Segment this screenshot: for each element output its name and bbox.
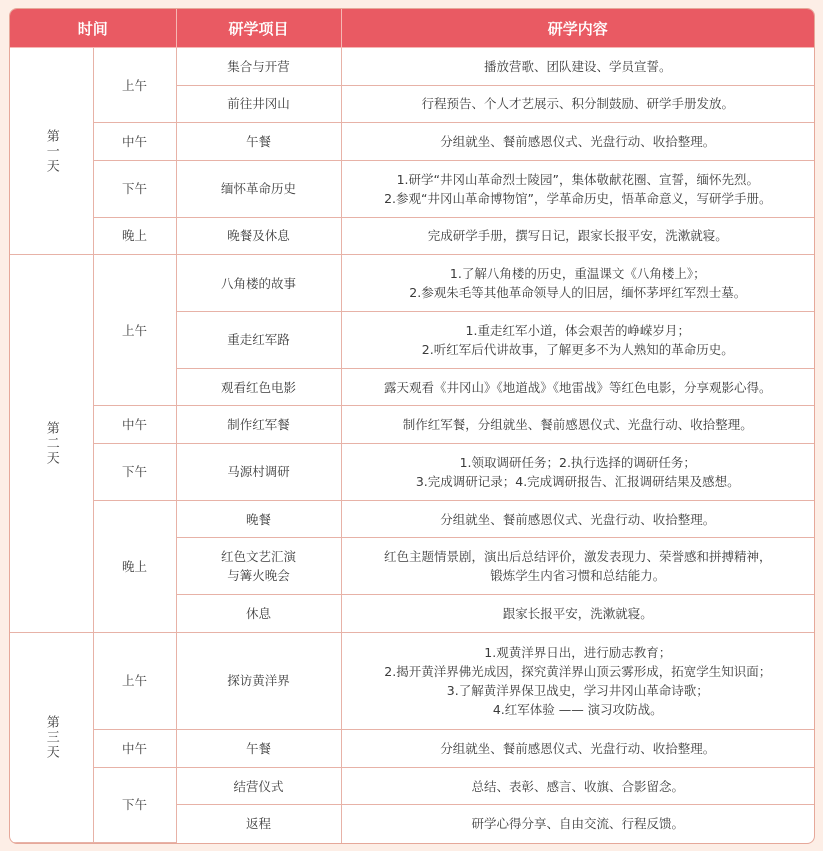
project-cell <box>176 500 341 538</box>
content-line: 锻炼学生内省习惯和总结能力。 <box>490 568 666 584</box>
project-cell <box>176 767 341 805</box>
table-row <box>10 632 814 729</box>
project-line: 晚餐 <box>246 511 272 527</box>
content-cell <box>341 595 814 633</box>
schedule-card <box>9 8 815 844</box>
content-cell <box>341 406 814 444</box>
period-cell: 下午 <box>93 767 176 842</box>
project-line: 返程 <box>246 816 272 832</box>
content-cell <box>341 123 814 161</box>
table-body <box>10 48 814 843</box>
content-cell <box>341 538 814 595</box>
period-cell: 上午 <box>93 255 176 406</box>
content-line: 4.红军体验 —— 演习攻防战。 <box>492 701 663 717</box>
content-line: 2.参观“井冈山革命博物馆”，学革命历史，悟革命意义，写研学手册。 <box>384 190 772 206</box>
content-line: 分组就坐、餐前感恩仪式、光盘行动、收拾整理。 <box>440 740 716 756</box>
table-header-row <box>10 9 814 48</box>
period-cell: 中午 <box>93 123 176 161</box>
table-row <box>10 255 814 312</box>
project-cell <box>176 85 341 123</box>
content-line: 3.完成调研记录；4.完成调研报告、汇报调研结果及感想。 <box>415 473 740 489</box>
project-line: 集合与开营 <box>227 58 290 74</box>
project-line: 结营仪式 <box>233 778 284 794</box>
header-content: 研学内容 <box>341 9 814 48</box>
project-line: 重走红军路 <box>227 332 290 348</box>
content-line: 1.观黄洋界日出，进行励志教育； <box>484 644 672 660</box>
content-cell <box>341 311 814 368</box>
content-cell <box>341 48 814 86</box>
content-line: 1.了解八角楼的历史，重温课文《八角楼上》； <box>449 266 706 282</box>
period-cell: 上午 <box>93 632 176 729</box>
period-cell: 晚上 <box>93 500 176 632</box>
project-line: 制作红军餐 <box>227 417 290 433</box>
content-cell <box>341 160 814 217</box>
content-line: 制作红军餐，分组就坐、餐前感恩仪式、光盘行动、收拾整理。 <box>402 417 753 433</box>
project-line: 午餐 <box>246 740 272 756</box>
project-cell <box>176 368 341 406</box>
content-line: 研学心得分享、自由交流、行程反馈。 <box>471 816 685 832</box>
table-row <box>10 730 814 768</box>
content-line: 露天观看《井冈山》《地道战》《地雷战》等红色电影，分享观影心得。 <box>384 379 772 395</box>
content-line: 跟家长报平安，洗漱就寝。 <box>502 605 653 621</box>
day-cell <box>10 255 93 633</box>
project-cell <box>176 160 341 217</box>
content-line: 分组就坐、餐前感恩仪式、光盘行动、收拾整理。 <box>440 133 716 149</box>
day-label: 第一天 <box>43 128 59 174</box>
project-cell <box>176 443 341 500</box>
content-line: 1.研学“井冈山革命烈士陵园”，集体敬献花圈、宣誓，缅怀先烈。 <box>396 171 759 187</box>
project-cell <box>176 595 341 633</box>
period-cell: 下午 <box>93 160 176 217</box>
day-label: 第二天 <box>43 420 59 466</box>
content-cell <box>341 500 814 538</box>
header-project: 研学项目 <box>176 9 341 48</box>
content-line: 2.揭开黄洋界佛光成因，探究黄洋界山顶云雾形成，拓宽学生知识面； <box>384 663 772 679</box>
content-cell <box>341 368 814 406</box>
content-cell <box>341 730 814 768</box>
content-cell <box>341 805 814 843</box>
project-line: 与篝火晚会 <box>227 568 290 584</box>
project-line: 前往井冈山 <box>227 96 290 112</box>
content-line: 完成研学手册，撰写日记，跟家长报平安，洗漱就寝。 <box>427 228 728 244</box>
content-line: 1.重走红军小道，体会艰苦的峥嵘岁月； <box>465 322 690 338</box>
project-cell <box>176 406 341 444</box>
project-cell <box>176 730 341 768</box>
content-line: 3.了解黄洋界保卫战史，学习井冈山革命诗歌； <box>446 682 709 698</box>
project-cell <box>176 123 341 161</box>
period-cell: 中午 <box>93 406 176 444</box>
day-cell <box>10 48 93 255</box>
project-cell <box>176 805 341 843</box>
project-cell <box>176 311 341 368</box>
project-line: 八角楼的故事 <box>221 275 297 291</box>
table-row <box>10 123 814 161</box>
table-row <box>10 500 814 538</box>
content-cell <box>341 632 814 729</box>
project-cell <box>176 538 341 595</box>
content-line: 2.参观朱毛等其他革命领导人的旧居，缅怀茅坪红军烈士墓。 <box>409 285 747 301</box>
day-label: 第三天 <box>43 714 59 760</box>
header-time: 时间 <box>10 9 176 48</box>
content-cell <box>341 443 814 500</box>
content-line: 总结、表彰、感言、收旗、合影留念。 <box>471 778 685 794</box>
content-cell <box>341 767 814 805</box>
period-cell: 下午 <box>93 443 176 500</box>
project-line: 马源村调研 <box>227 464 290 480</box>
table-row <box>10 217 814 255</box>
content-cell <box>341 85 814 123</box>
period-cell: 晚上 <box>93 217 176 255</box>
table-row <box>10 160 814 217</box>
table-row <box>10 767 814 805</box>
content-line: 分组就坐、餐前感恩仪式、光盘行动、收拾整理。 <box>440 511 716 527</box>
content-cell <box>341 255 814 312</box>
project-cell <box>176 48 341 86</box>
project-line: 观看红色电影 <box>221 379 297 395</box>
period-cell: 上午 <box>93 48 176 123</box>
content-line: 播放营歌、团队建设、学员宣誓。 <box>484 58 672 74</box>
content-line: 2.听红军后代讲故事，了解更多不为人熟知的革命历史。 <box>421 341 734 357</box>
period-cell: 中午 <box>93 730 176 768</box>
content-line: 红色主题情景剧，演出后总结评价，激发表现力、荣誉感和拼搏精神， <box>384 549 772 565</box>
project-cell <box>176 217 341 255</box>
table-row <box>10 48 814 86</box>
table-row <box>10 443 814 500</box>
project-line: 午餐 <box>246 133 272 149</box>
project-line: 缅怀革命历史 <box>221 181 297 197</box>
schedule-table <box>10 9 814 843</box>
content-cell <box>341 217 814 255</box>
project-line: 晚餐及休息 <box>227 228 290 244</box>
project-cell <box>176 632 341 729</box>
project-line: 探访黄洋界 <box>227 673 290 689</box>
day-cell <box>10 632 93 842</box>
table-row <box>10 406 814 444</box>
project-line: 红色文艺汇演 <box>221 549 297 565</box>
project-cell <box>176 255 341 312</box>
content-line: 1.领取调研任务；2.执行选择的调研任务； <box>459 454 696 470</box>
project-line: 休息 <box>246 605 272 621</box>
content-line: 行程预告、个人才艺展示、积分制鼓励、研学手册发放。 <box>421 96 735 112</box>
